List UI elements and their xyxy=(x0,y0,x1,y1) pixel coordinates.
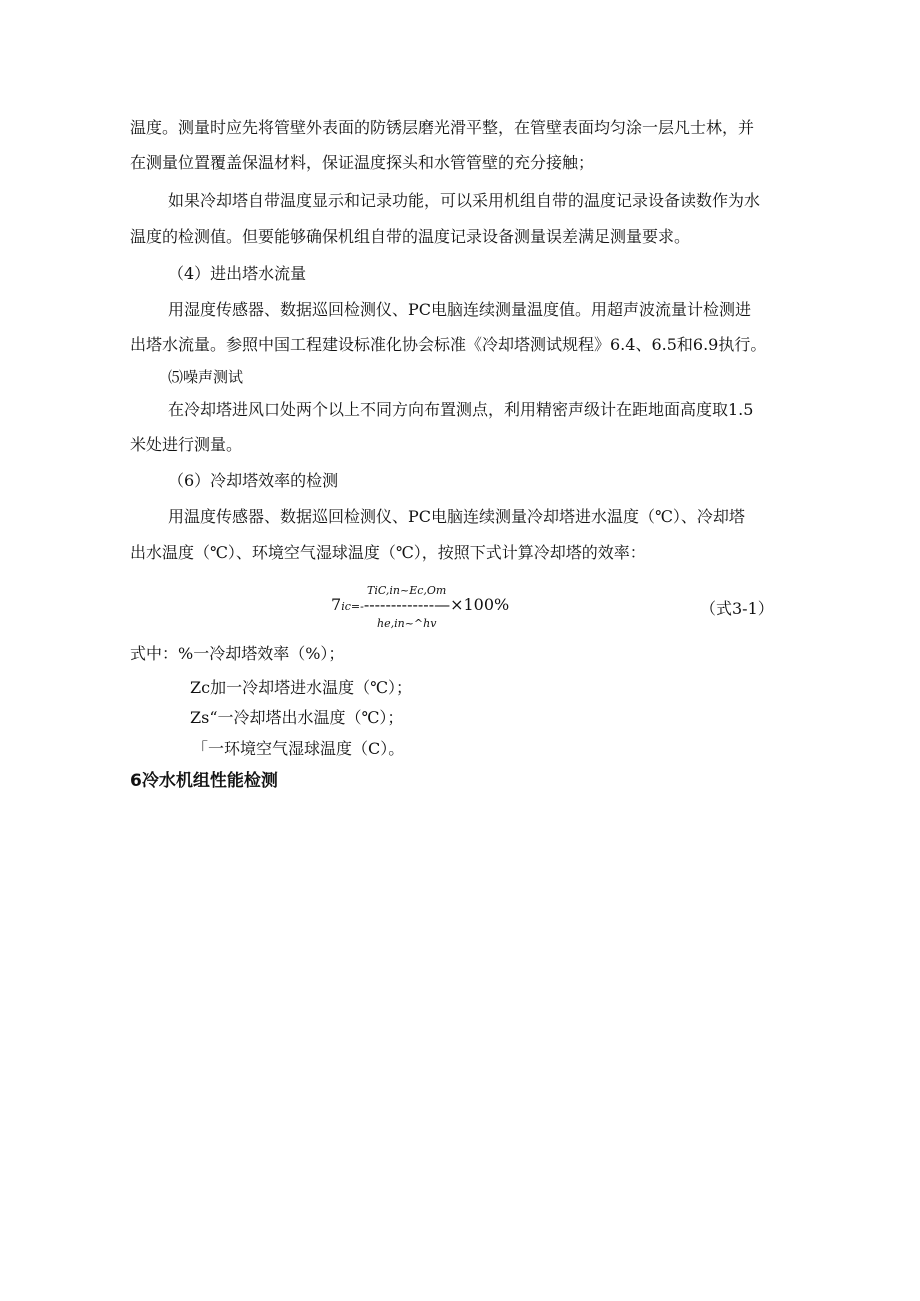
paragraph-line: 在测量位置覆盖保温材料，保证温度探头和水管管壁的充分接触； xyxy=(130,153,595,172)
legend-item: Zc加一冷却塔进水温度（℃）； xyxy=(190,678,412,697)
paragraph-line: 出塔水流量。参照中国工程建设标准化协会标准《冷却塔测试规程》6.4、6.5和6.9执行。 xyxy=(130,335,767,354)
legend-item: 「一环境空气湿球温度（C）。 xyxy=(192,739,405,758)
subheading-6: （6）冷却塔效率的检测 xyxy=(168,471,339,490)
paragraph-line: 温度。测量时应先将管壁外表面的防锈层磨光滑平整，在管壁表面均匀涂一层凡士林，并 xyxy=(130,118,755,137)
paragraph-line: 如果冷却塔自带温度显示和记录功能，可以采用机组自带的温度记录设备读数作为水 xyxy=(168,191,761,210)
formula-eta: 7 xyxy=(331,595,342,614)
formula-label: （式3-1） xyxy=(700,599,774,618)
paragraph-line: 在冷却塔进风口处两个以上不同方向布置测点，利用精密声级计在距地面高度取1.5 xyxy=(168,400,754,419)
paragraph-line: 用湿度传感器、数据巡回检测仪、PC电脑连续测量温度值。用超声波流量计检测进 xyxy=(168,300,752,319)
paragraph-line: 温度的检测值。但要能够确保机组自带的温度记录设备测量误差满足测量要求。 xyxy=(130,227,691,246)
subheading-5: ⑸噪声测试 xyxy=(168,368,244,386)
formula-subscript: ic=- xyxy=(341,600,364,613)
legend-item: Zs“一冷却塔出水温度（℃）； xyxy=(190,708,404,727)
paragraph-line: 米处进行测量。 xyxy=(130,435,243,454)
formula-lhs xyxy=(331,595,509,614)
subheading-4: （4）进出塔水流量 xyxy=(168,264,307,283)
formula-denominator: he,in~^hv xyxy=(377,617,437,630)
section-heading: 6冷水机组性能检测 xyxy=(130,771,278,791)
paragraph-line: 用温度传感器、数据巡回检测仪、PC电脑连续测量冷却塔进水温度（℃）、冷却塔 xyxy=(168,507,745,526)
legend-intro: 式中：%一冷却塔效率（%）； xyxy=(130,644,345,663)
paragraph-line: 出水温度（℃）、环境空气湿球温度（℃），按照下式计算冷却塔的效率： xyxy=(130,543,646,562)
formula-numerator: TiC,in~Ec,Om xyxy=(367,584,447,597)
formula-bar: -------------—×100% xyxy=(363,595,510,614)
